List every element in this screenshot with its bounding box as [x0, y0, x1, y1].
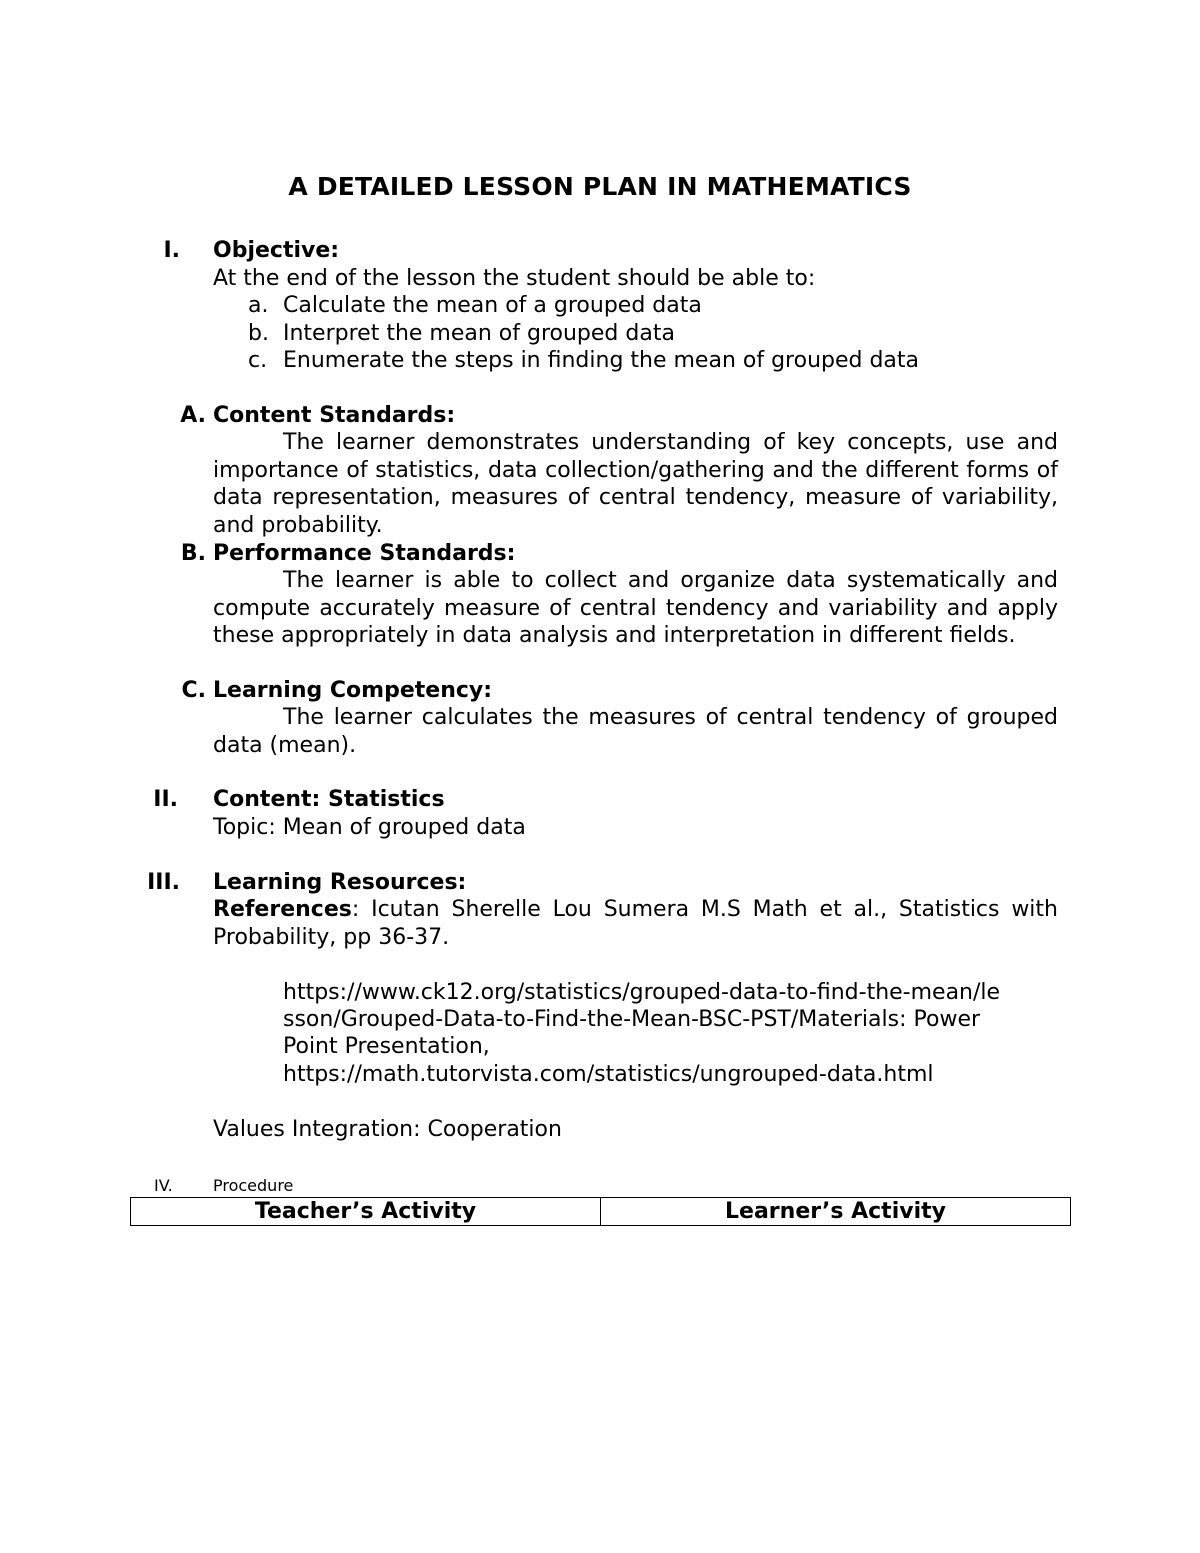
learning-competency-body: The learner calculates the measures of central tendency of grouped data (mean).	[213, 705, 1058, 758]
learner-activity-header: Learner’s Activity	[601, 1198, 1071, 1226]
values-integration: Values Integration: Cooperation	[213, 1117, 562, 1142]
performance-standards-body: The learner is able to collect and organize data systematically and compute accurately measure of central tendency and variability and apply these appropriately in data analysis and interpretation in different fields.	[213, 568, 1058, 648]
resource-link-line-2: sson/Grouped-Data-to-Find-the-Mean-BSC-PST/Materials: Power	[283, 1007, 981, 1032]
learning-competency-letter: C.	[181, 678, 206, 703]
references-label: References	[213, 897, 352, 922]
section-1-heading: Objective:	[213, 238, 340, 263]
resource-link-line-4: https://math.tutorvista.com/statistics/ungrouped-data.html	[283, 1062, 934, 1087]
section-2-heading: Content: Statistics	[213, 787, 445, 812]
content-standards-letter: A.	[180, 403, 206, 428]
performance-standards-letter: B.	[180, 541, 206, 566]
objective-intro: At the end of the lesson the student should be able to:	[213, 266, 816, 291]
objective-item-a: Calculate the mean of a grouped data	[283, 293, 702, 318]
learning-competency-heading: Learning Competency:	[213, 678, 493, 703]
resource-link-line-3: Point Presentation,	[283, 1034, 490, 1059]
section-4-heading: Procedure	[213, 1176, 294, 1195]
objective-item-b: Interpret the mean of grouped data	[283, 321, 675, 346]
procedure-table-header-row	[131, 1198, 1071, 1226]
objective-item-c: Enumerate the steps in finding the mean of grouped data	[283, 348, 920, 373]
content-standards-heading: Content Standards:	[213, 403, 456, 428]
content-standards-text	[213, 429, 1058, 539]
procedure-table	[130, 1197, 1071, 1226]
section-2-topic: Topic: Mean of grouped data	[213, 815, 526, 840]
section-2-numeral: II.	[153, 787, 178, 812]
learning-competency-text	[213, 704, 1058, 759]
resource-link-line-1: https://www.ck12.org/statistics/grouped-data-to-find-the-mean/le	[283, 980, 1001, 1005]
section-3-heading: Learning Resources:	[213, 870, 467, 895]
performance-standards-heading: Performance Standards:	[213, 541, 516, 566]
performance-standards-text	[213, 567, 1058, 650]
objective-letter-c: c.	[248, 348, 268, 373]
section-3-numeral: III.	[147, 870, 180, 895]
content-standards-body: The learner demonstrates understanding of key concepts, use and importance of statistics, data collection/gathering and the different forms of data representation, measures of central tendency, measure of variability, and probability.	[213, 430, 1058, 538]
references-text: : Icutan Sherelle Lou Sumera M.S Math et al., Statistics with Probability, pp 36-37.	[213, 897, 1058, 950]
references-paragraph	[213, 896, 1058, 951]
objective-letter-a: a.	[248, 293, 269, 318]
document-title: A DETAILED LESSON PLAN IN MATHEMATICS	[288, 172, 912, 201]
teacher-activity-header: Teacher’s Activity	[131, 1198, 601, 1226]
objective-letter-b: b.	[248, 321, 269, 346]
section-4-numeral: IV.	[154, 1176, 173, 1195]
section-1-numeral: I.	[163, 238, 180, 263]
